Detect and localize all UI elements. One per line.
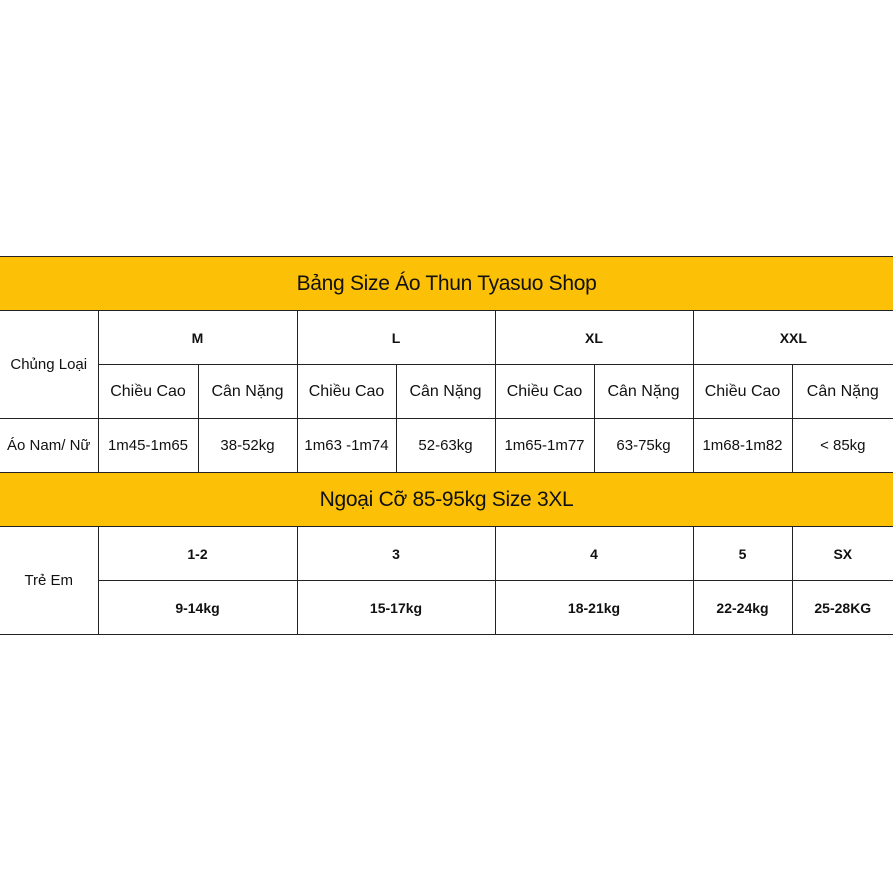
chart-title: Bảng Size Áo Thun Tyasuo Shop [0,257,893,311]
kids-size-header: SX [792,527,893,581]
kids-row-label: Trẻ Em [0,527,98,635]
kids-weight-cell: 15-17kg [297,581,495,635]
kids-weight-cell: 25-28KG [792,581,893,635]
size-l-header: L [297,311,495,365]
weight-header: Cân Nặng [792,365,893,419]
height-header: Chiều Cao [495,365,594,419]
adult-cell: 1m65-1m77 [495,419,594,473]
kids-size-header: 3 [297,527,495,581]
size-xxl-header: XXL [693,311,893,365]
weight-header: Cân Nặng [396,365,495,419]
adult-cell: 1m68-1m82 [693,419,792,473]
weight-header: Cân Nặng [594,365,693,419]
adult-row-label: Áo Nam/ Nữ [0,419,98,473]
oversize-note: Ngoại Cỡ 85-95kg Size 3XL [0,473,893,527]
height-header: Chiều Cao [693,365,792,419]
kids-size-header: 1-2 [98,527,297,581]
size-chart [0,256,893,635]
size-table [0,256,893,635]
adult-cell: 52-63kg [396,419,495,473]
category-label: Chủng Loại [0,311,98,419]
adult-cell: 38-52kg [198,419,297,473]
kids-size-header: 4 [495,527,693,581]
adult-cell: 1m63 -1m74 [297,419,396,473]
adult-cell: < 85kg [792,419,893,473]
height-header: Chiều Cao [297,365,396,419]
kids-weight-cell: 18-21kg [495,581,693,635]
kids-weight-cell: 22-24kg [693,581,792,635]
kids-size-header: 5 [693,527,792,581]
adult-cell: 1m45-1m65 [98,419,198,473]
height-header: Chiều Cao [98,365,198,419]
adult-cell: 63-75kg [594,419,693,473]
size-m-header: M [98,311,297,365]
kids-weight-cell: 9-14kg [98,581,297,635]
weight-header: Cân Nặng [198,365,297,419]
size-xl-header: XL [495,311,693,365]
